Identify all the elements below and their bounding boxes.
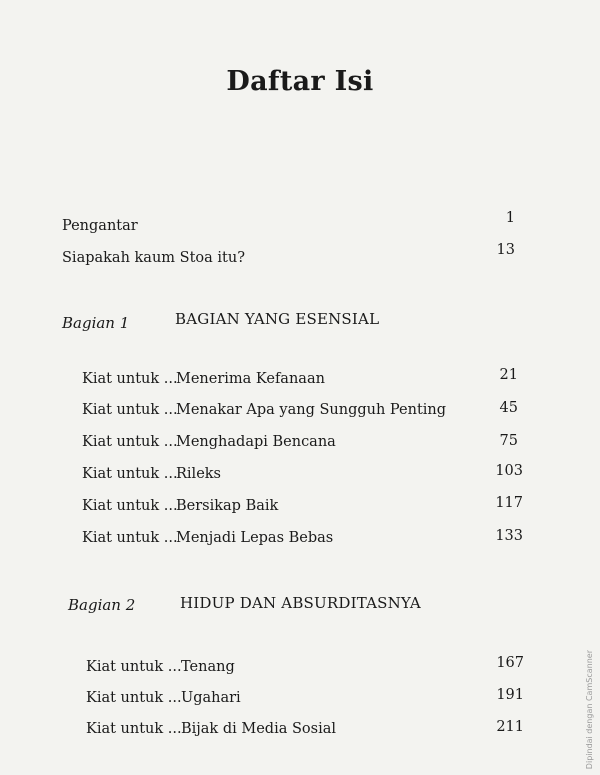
toc-row (0, 530, 600, 552)
toc-chapter-name: Rileks (176, 466, 222, 482)
toc-prefix: Kiat untuk ... (82, 371, 178, 387)
toc-prefix: Kiat untuk ... (86, 690, 182, 706)
toc-page-number: 103 (495, 463, 523, 479)
scanner-watermark: Dipindai dengan CamScanner (585, 649, 594, 769)
toc-row (0, 655, 600, 681)
toc-entry-pengantar: Pengantar (62, 218, 138, 234)
toc-row (0, 687, 600, 712)
toc-page-number: 45 (499, 400, 518, 416)
toc-row (0, 402, 600, 424)
toc-page-number: 1 (505, 210, 515, 226)
toc-prefix: Kiat untuk ... (82, 402, 178, 418)
toc-chapter-name: Menerima Kefanaan (176, 371, 325, 387)
toc-prefix: Kiat untuk ... (86, 721, 182, 737)
toc-page-number: 191 (496, 687, 524, 703)
part-2-label: Bagian 2 (68, 596, 136, 614)
toc-chapter-name: Menghadapi Bencana (176, 434, 336, 450)
toc-prefix: Kiat untuk ... (82, 466, 178, 482)
page-title: Daftar Isi (226, 66, 374, 97)
toc-chapter-name: Bersikap Baik (176, 498, 279, 514)
toc-row (0, 367, 600, 393)
toc-prefix: Kiat untuk ... (82, 498, 178, 514)
toc-page-number: 133 (495, 528, 523, 544)
toc-page-number: 75 (499, 433, 518, 449)
toc-row (0, 434, 600, 456)
toc-prefix: Kiat untuk ... (82, 530, 178, 546)
toc-row (0, 463, 600, 488)
toc-page-number: 21 (499, 367, 518, 383)
toc-prefix: Kiat untuk ... (86, 659, 182, 675)
part-1-label: Bagian 1 (62, 314, 130, 332)
toc-page-number: 117 (495, 495, 523, 511)
part-1-title: BAGIAN YANG ESENSIAL (175, 310, 380, 328)
toc-chapter-name: Bijak di Media Sosial (181, 721, 336, 737)
toc-page-number: 211 (496, 719, 524, 735)
toc-row (0, 721, 600, 743)
toc-chapter-name: Menjadi Lepas Bebas (176, 530, 334, 546)
toc-page-number: 167 (496, 655, 524, 671)
toc-chapter-name: Menakar Apa yang Sungguh Penting (176, 402, 447, 418)
toc-chapter-name: Tenang (181, 659, 235, 675)
toc-chapter-name: Ugahari (181, 690, 241, 706)
toc-row (0, 495, 600, 520)
toc-entry-siapakah: Siapakah kaum Stoa itu? (62, 250, 245, 266)
toc-page-number: 13 (496, 242, 515, 258)
part-2-title: HIDUP DAN ABSURDITASNYA (180, 594, 421, 612)
toc-prefix: Kiat untuk ... (82, 434, 178, 450)
